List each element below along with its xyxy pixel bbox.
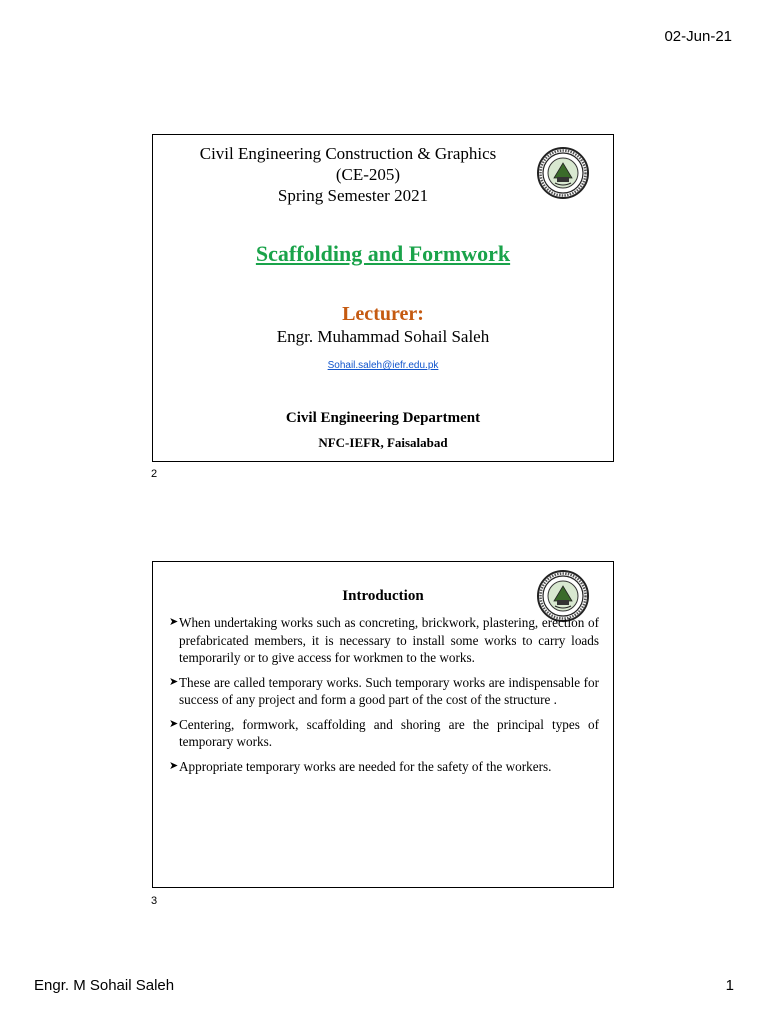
list-item: ➤ These are called temporary works. Such temporary works are indispensable for success of any project and form a good part of the cost of the structure . [169, 674, 599, 707]
course-title: Civil Engineering Construction & Graphics [199, 144, 497, 163]
slide-heading: Introduction [342, 588, 424, 604]
arrow-bullet-icon: ➤ [169, 717, 179, 730]
department: Civil Engineering Department [285, 410, 481, 426]
list-item: ➤ Appropriate temporary works are needed for the safety of the workers. [169, 758, 552, 774]
slide-number: 2 [151, 468, 158, 480]
topic-title: Scaffolding and Formwork [255, 241, 511, 266]
institute: NFC-IEFR, Faisalabad [318, 435, 448, 450]
slide-number: 3 [151, 895, 158, 907]
lecturer-email-link[interactable]: Sohail.saleh@iefr.edu.pk [327, 360, 439, 371]
header-date: 02-Jun-21 [664, 28, 732, 45]
list-item: ➤ Centering, formwork, scaffolding and shoring are the principal types of temporary works. [169, 716, 599, 749]
semester: Spring Semester 2021 [277, 186, 429, 205]
page-number: 1 [725, 977, 734, 994]
arrow-bullet-icon: ➤ [169, 759, 179, 772]
arrow-bullet-icon: ➤ [169, 675, 179, 688]
bullet-list [170, 614, 599, 782]
lecturer-label: Lecturer: [342, 303, 424, 325]
lecturer-name: Engr. Muhammad Sohail Saleh [276, 327, 490, 346]
course-code: (CE-205) [335, 165, 401, 184]
university-seal-logo [537, 147, 589, 199]
list-item: ➤ When undertaking works such as concreting, brickwork, plastering, erection of prefabricated members, it is necessary to install some works to carry loads temporarily or to give access for workmen to the works. [169, 615, 599, 665]
slide-title [152, 134, 614, 462]
arrow-bullet-icon: ➤ [169, 616, 179, 628]
slide-introduction [152, 561, 614, 888]
footer-author: Engr. M Sohail Saleh [34, 977, 175, 994]
